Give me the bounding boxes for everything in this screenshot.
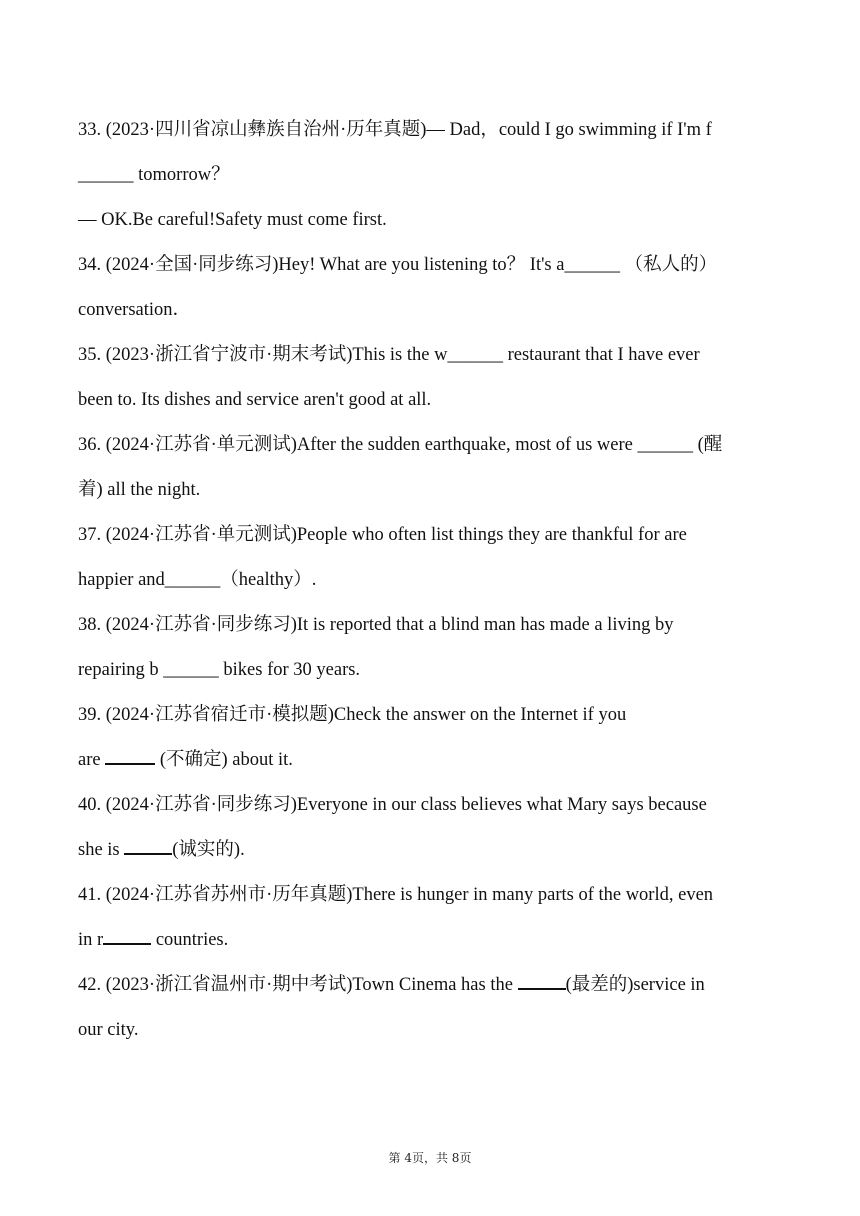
answer-blank[interactable] — [124, 839, 172, 855]
question-40-line-2 — [78, 828, 788, 873]
question-33-line-1: 33. (2023·四川省凉山彝族自治州·历年真题)— Dad，could I go swimming if I'm f — [78, 120, 712, 140]
question-37-line-2: happier and______（healthy）. — [78, 570, 317, 590]
question-33-line-3: — OK.Be careful!Safety must come first. — [78, 210, 387, 230]
question-37-line-1: 37. (2024·江苏省·单元测试)People who often list things they are thankful for are — [78, 525, 687, 545]
question-42-text-after-blank: (最差的)service in — [565, 975, 705, 995]
question-40-line-1: 40. (2024·江苏省·同步练习)Everyone in our class believes what Mary says because — [78, 795, 707, 815]
question-36-line-1: 36. (2024·江苏省·单元测试)After the sudden earthquake, most of us were ______ (醒 — [78, 435, 723, 455]
question-42-line-2: our city. — [78, 1020, 139, 1040]
question-41-line-1: 41. (2024·江苏省苏州市·历年真题)There is hunger in many parts of the world, even — [78, 885, 714, 905]
page-footer: 第 4页，共 8页 — [388, 1151, 472, 1165]
question-39-text-after-blank: (不确定) about it. — [155, 750, 293, 770]
question-35-line-2: been to. Its dishes and service aren't good at all. — [78, 390, 432, 410]
question-33-line-2: ______ tomorrow？ — [78, 165, 230, 185]
question-38-line-1: 38. (2024·江苏省·同步练习)It is reported that a blind man has made a living by — [78, 615, 674, 635]
question-41-line-2 — [78, 918, 788, 963]
question-35-line-1: 35. (2023·浙江省宁波市·期末考试)This is the w______ restaurant that I have ever — [78, 345, 700, 365]
question-38-line-2: repairing b ______ bikes for 30 years. — [78, 660, 361, 680]
question-36-line-2: 着) all the night. — [78, 480, 201, 500]
question-40-text-after-blank: (诚实的). — [172, 840, 245, 860]
question-42-line-1 — [78, 963, 788, 1008]
answer-blank[interactable] — [518, 974, 566, 990]
question-34-line-1: 34. (2024·全国·同步练习)Hey! What are you listening to？ It's a______ （私人的） — [78, 255, 718, 275]
question-39-line-2 — [78, 738, 788, 783]
question-39-line-1: 39. (2024·江苏省宿迁市·模拟题)Check the answer on the Internet if you — [78, 705, 627, 725]
answer-blank[interactable] — [105, 749, 155, 765]
question-42-text-before-blank: 42. (2023·浙江省温州市·期中考试)Town Cinema has the — [78, 975, 518, 995]
question-34-line-2: conversation． — [78, 300, 192, 320]
question-41-text-after-blank: countries. — [151, 930, 229, 950]
question-41-text-before-blank: in r — [78, 930, 104, 950]
exercise-page — [78, 108, 788, 1053]
question-39-text-before-blank: are — [78, 750, 106, 770]
answer-blank[interactable] — [103, 929, 151, 945]
question-40-text-before-blank: she is — [78, 840, 125, 860]
